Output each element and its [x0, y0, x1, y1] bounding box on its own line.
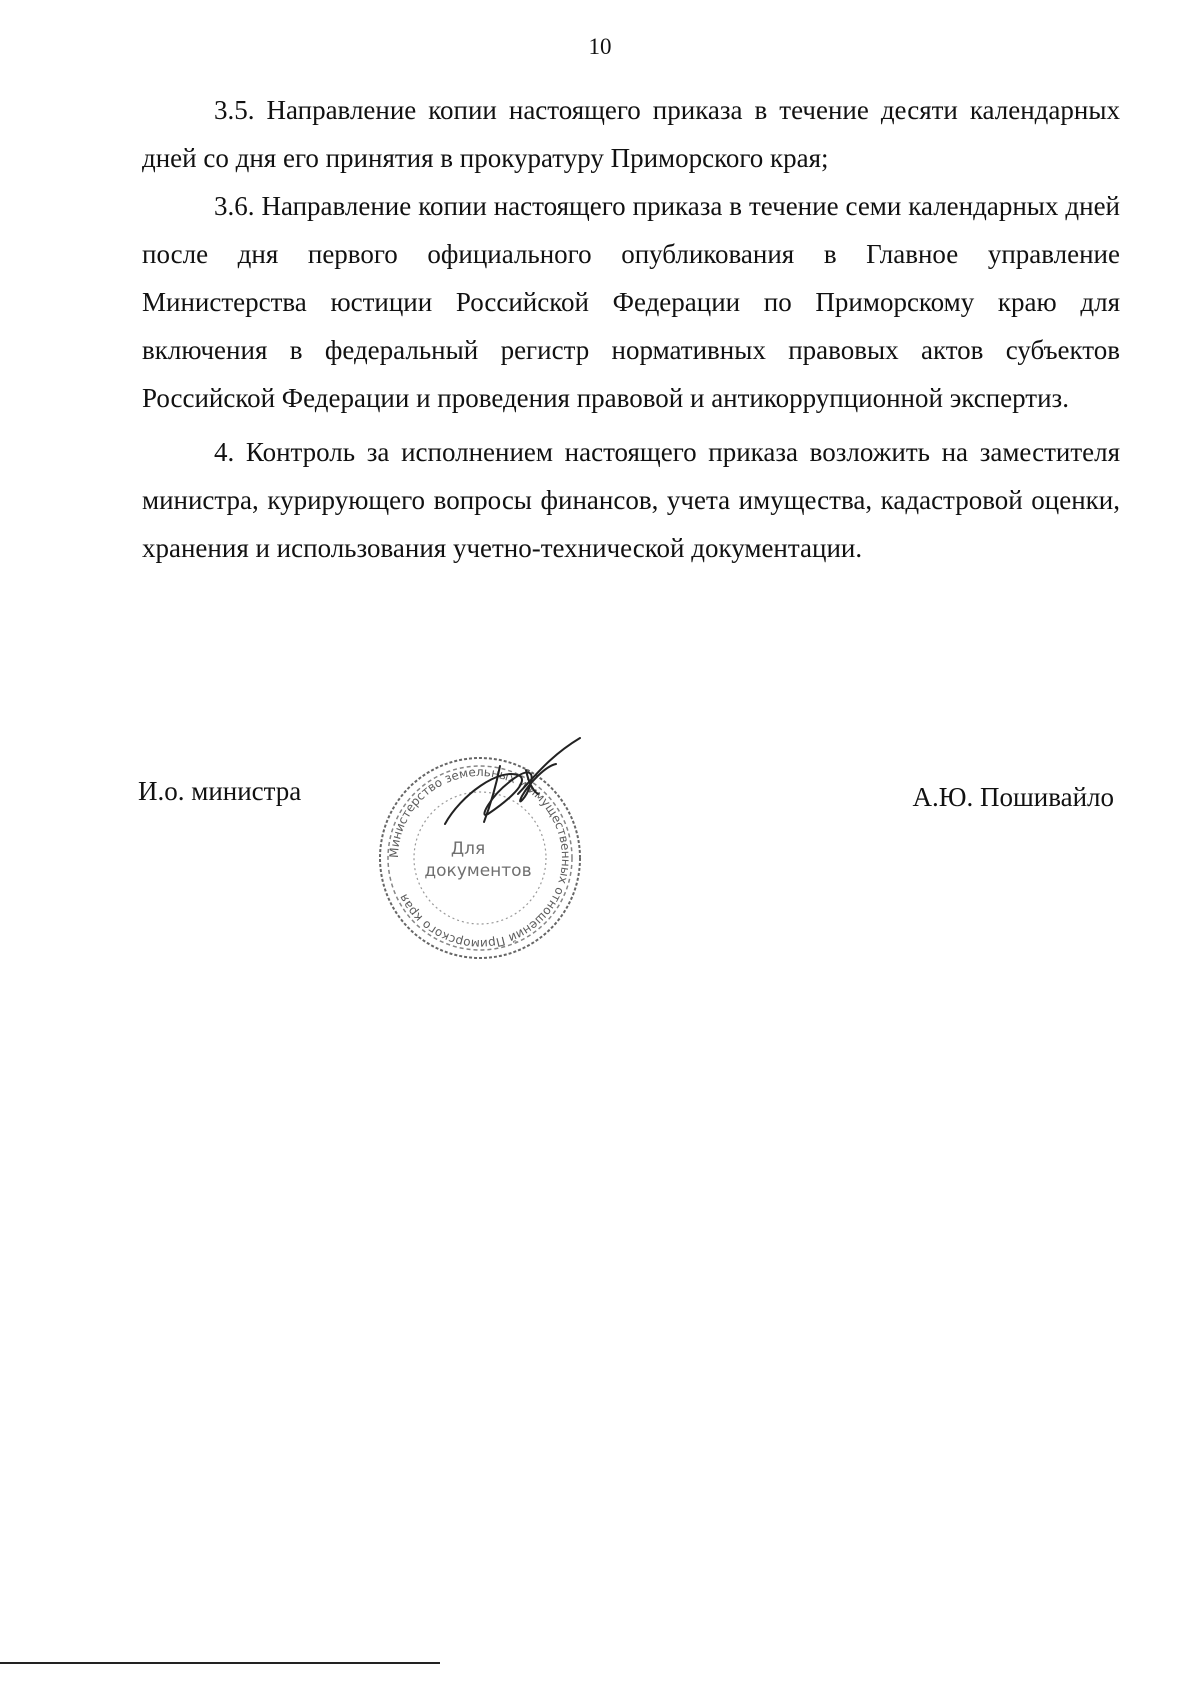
paragraph-number: 3.6.	[214, 191, 255, 221]
footer-rule	[0, 1662, 440, 1664]
paragraph-3-5	[142, 86, 1120, 182]
document-body	[142, 86, 1120, 572]
stamp-center-line1: Для	[450, 839, 486, 859]
official-stamp	[350, 736, 610, 976]
signatory-name: А.Ю. Пошивайло	[912, 782, 1114, 812]
paragraph-3-6	[142, 182, 1120, 422]
page-number: 10	[588, 34, 612, 59]
signature-block	[0, 764, 1200, 996]
paragraph-text: Контроль за исполнением настоящего приказа возложить на заместителя министра, курирующего вопросы финансов, учета имущества, кадастровой оценки, хранения и использования учетно-технической документации.	[142, 437, 1120, 563]
paragraph-number: 3.5.	[214, 95, 255, 125]
stamp-ring-text: Министерство земельных и имущественных отношений Приморского края	[386, 764, 574, 952]
paragraph-text: Направление копии настоящего приказа в течение десяти календарных дней со дня его принятия в прокуратуру Приморского края;	[142, 95, 1120, 173]
stamp-center-line2: документов	[424, 861, 532, 881]
paragraph-number: 4.	[214, 437, 235, 467]
paragraph-text: Направление копии настоящего приказа в течение семи календарных дней после дня первого официального опубликования в Главное управление Министерства юстиции Российской Федерации по Приморскому краю для включения в федеральный регистр нормативных правовых актов субъектов Российской Федерации и проведения правовой и антикоррупционной экспертиз.	[142, 191, 1120, 413]
paragraph-4	[142, 428, 1120, 572]
signatory-title: И.о. министра	[138, 776, 302, 806]
